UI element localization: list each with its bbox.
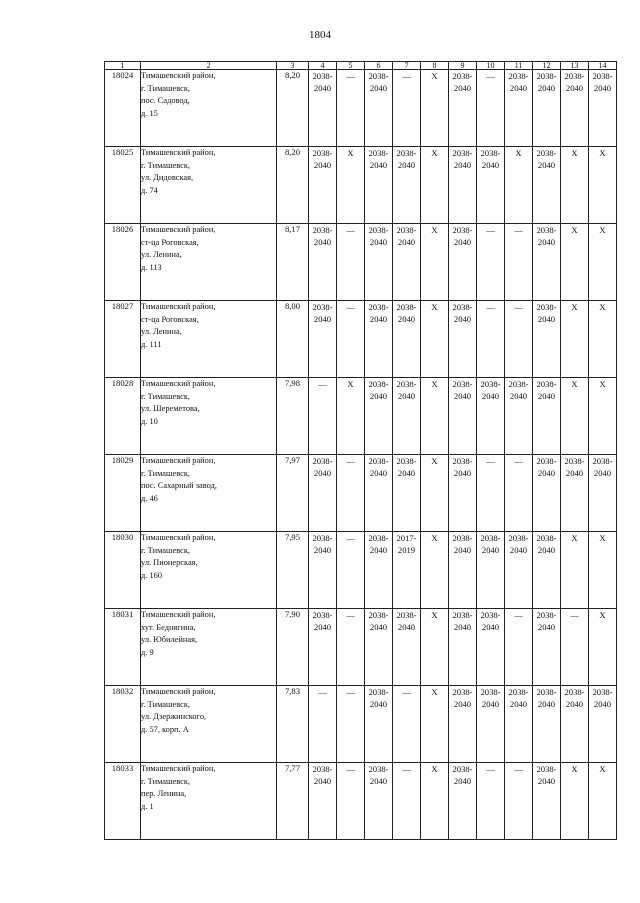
address-line: хут. Беднягина, — [141, 622, 196, 632]
work-period-cell: 2038-2040 — [393, 455, 421, 532]
address-line: пос. Садовод, — [141, 96, 190, 105]
work-period-cell: 2038-2040 — [365, 455, 393, 532]
address-line: д. 9 — [141, 647, 154, 657]
work-period-cell: — — [477, 763, 505, 840]
work-period-cell: X — [421, 455, 449, 532]
header-row — [105, 62, 617, 70]
work-period-cell: X — [589, 301, 617, 378]
address-line: ул. Дидовская, — [141, 173, 194, 182]
work-period-cell: — — [393, 763, 421, 840]
work-period-cell: 2038-2040 — [309, 763, 337, 840]
work-period-cell: 2038-2040 — [365, 301, 393, 378]
work-period-cell: 2038-2040 — [449, 609, 477, 686]
column-header: 8 — [421, 62, 449, 70]
work-period-cell: 2038-2040 — [505, 686, 533, 763]
work-period-cell: 2038-2040 — [561, 455, 589, 532]
work-period-cell: 2038-2040 — [589, 686, 617, 763]
column-header: 5 — [337, 62, 365, 70]
address-cell — [141, 686, 277, 763]
work-period-cell: — — [337, 455, 365, 532]
table-row — [105, 763, 617, 840]
work-period-cell: X — [421, 378, 449, 455]
work-period-cell: — — [309, 378, 337, 455]
table-row — [105, 609, 617, 686]
work-period-cell: X — [421, 147, 449, 224]
work-period-cell: 2038-2040 — [449, 455, 477, 532]
address-line: д. 74 — [141, 185, 158, 195]
work-period-cell: 2038-2040 — [533, 378, 561, 455]
address-line: пос. Сахарный завод, — [141, 481, 217, 490]
area-value: 7,97 — [277, 455, 309, 532]
work-period-cell: X — [421, 609, 449, 686]
work-period-cell: 2038-2040 — [449, 147, 477, 224]
work-period-cell: — — [477, 70, 505, 147]
address-cell — [141, 301, 277, 378]
address-line: Тимашевский район, — [141, 764, 216, 773]
work-period-cell: 2038-2040 — [449, 763, 477, 840]
table-row — [105, 301, 617, 378]
work-period-cell: X — [421, 763, 449, 840]
address-line: д. 57, корп. А — [141, 724, 189, 734]
work-period-cell: — — [561, 609, 589, 686]
work-period-cell: X — [561, 763, 589, 840]
address-line: Тимашевский район, — [141, 610, 216, 619]
record-number: 18024 — [105, 70, 141, 147]
address-line: г. Тимашевск, — [141, 545, 190, 555]
record-number: 18031 — [105, 609, 141, 686]
address-line: д. 113 — [141, 262, 162, 272]
address-line: Тимашевский район, — [141, 533, 216, 542]
work-period-cell: — — [477, 301, 505, 378]
page-number: 1804 — [309, 29, 331, 41]
address-line: ст-ца Роговская, — [141, 237, 199, 247]
column-header: 12 — [533, 62, 561, 70]
work-period-cell: 2038-2040 — [589, 455, 617, 532]
work-period-cell: 2038-2040 — [365, 147, 393, 224]
address-line: ст-ца Роговская, — [141, 314, 199, 324]
address-line: д. 1 — [141, 801, 154, 811]
work-period-cell: 2038-2040 — [505, 378, 533, 455]
work-period-cell: 2038-2040 — [365, 70, 393, 147]
table-row — [105, 378, 617, 455]
work-period-cell: — — [477, 224, 505, 301]
column-header: 11 — [505, 62, 533, 70]
table-row — [105, 224, 617, 301]
work-period-cell: 2038-2040 — [561, 686, 589, 763]
work-period-cell: 2038-2040 — [449, 378, 477, 455]
work-period-cell: 2038-2040 — [533, 686, 561, 763]
address-line: Тимашевский район, — [141, 687, 216, 696]
work-period-cell: X — [589, 609, 617, 686]
work-period-cell: 2038-2040 — [449, 532, 477, 609]
work-period-cell: — — [337, 686, 365, 763]
work-period-cell: 2038-2040 — [533, 70, 561, 147]
area-value: 8,20 — [277, 147, 309, 224]
column-header: 10 — [477, 62, 505, 70]
area-value: 8,20 — [277, 70, 309, 147]
work-period-cell: 2038-2040 — [533, 455, 561, 532]
column-header: 2 — [141, 62, 277, 70]
work-period-cell: — — [393, 70, 421, 147]
work-period-cell: 2038-2040 — [365, 609, 393, 686]
work-period-cell: — — [337, 70, 365, 147]
column-header: 7 — [393, 62, 421, 70]
work-period-cell: — — [505, 455, 533, 532]
work-period-cell: X — [421, 532, 449, 609]
work-period-cell: — — [505, 301, 533, 378]
work-period-cell: 2038-2040 — [477, 532, 505, 609]
work-period-cell: — — [337, 301, 365, 378]
address-line: Тимашевский район, — [141, 302, 216, 311]
column-header: 4 — [309, 62, 337, 70]
table-body — [105, 70, 617, 840]
address-cell — [141, 378, 277, 455]
work-period-cell: X — [589, 763, 617, 840]
work-period-cell: 2038-2040 — [449, 686, 477, 763]
column-header: 14 — [589, 62, 617, 70]
record-number: 18028 — [105, 378, 141, 455]
table-row — [105, 455, 617, 532]
address-line: пер. Ленина, — [141, 789, 187, 798]
registry-table — [104, 61, 617, 840]
address-line: г. Тимашевск, — [141, 776, 190, 786]
column-header: 1 — [105, 62, 141, 70]
work-period-cell: X — [561, 532, 589, 609]
work-period-cell: 2038-2040 — [477, 378, 505, 455]
work-period-cell: X — [589, 378, 617, 455]
work-period-cell: 2038-2040 — [309, 147, 337, 224]
area-value: 7,90 — [277, 609, 309, 686]
work-period-cell: X — [589, 224, 617, 301]
work-period-cell: 2038-2040 — [365, 686, 393, 763]
work-period-cell: 2038-2040 — [309, 532, 337, 609]
column-header: 13 — [561, 62, 589, 70]
work-period-cell: X — [589, 532, 617, 609]
work-period-cell: 2038-2040 — [561, 70, 589, 147]
record-number: 18029 — [105, 455, 141, 532]
address-line: г. Тимашевск, — [141, 468, 190, 478]
record-number: 18025 — [105, 147, 141, 224]
work-period-cell: — — [477, 455, 505, 532]
work-period-cell: 2038-2040 — [365, 224, 393, 301]
area-value: 8,00 — [277, 301, 309, 378]
work-period-cell: 2038-2040 — [449, 224, 477, 301]
table-row — [105, 147, 617, 224]
column-header: 6 — [365, 62, 393, 70]
area-value: 7,95 — [277, 532, 309, 609]
address-cell — [141, 147, 277, 224]
record-number: 18033 — [105, 763, 141, 840]
work-period-cell: 2038-2040 — [533, 224, 561, 301]
address-line: ул. Юбилейная, — [141, 635, 198, 644]
work-period-cell: 2038-2040 — [365, 763, 393, 840]
work-period-cell: X — [421, 224, 449, 301]
work-period-cell: X — [561, 224, 589, 301]
table-row — [105, 532, 617, 609]
work-period-cell: 2038-2040 — [533, 147, 561, 224]
work-period-cell: — — [337, 609, 365, 686]
work-period-cell: X — [337, 378, 365, 455]
work-period-cell: 2038-2040 — [533, 609, 561, 686]
work-period-cell: 2038-2040 — [533, 532, 561, 609]
work-period-cell: 2038-2040 — [309, 301, 337, 378]
address-line: Тимашевский район, — [141, 379, 216, 388]
work-period-cell: — — [337, 532, 365, 609]
work-period-cell: 2038-2040 — [309, 224, 337, 301]
address-line: ул. Шереметова, — [141, 404, 200, 413]
record-number: 18026 — [105, 224, 141, 301]
area-value: 7,83 — [277, 686, 309, 763]
address-line: д. 46 — [141, 493, 158, 503]
address-cell — [141, 455, 277, 532]
work-period-cell: 2038-2040 — [365, 532, 393, 609]
address-line: ул. Дзержинского, — [141, 712, 207, 721]
work-period-cell: — — [393, 686, 421, 763]
record-number: 18032 — [105, 686, 141, 763]
work-period-cell: 2038-2040 — [449, 301, 477, 378]
record-number: 18027 — [105, 301, 141, 378]
address-line: г. Тимашевск, — [141, 699, 190, 709]
work-period-cell: X — [337, 147, 365, 224]
area-value: 7,77 — [277, 763, 309, 840]
work-period-cell: — — [309, 686, 337, 763]
work-period-cell: 2017-2019 — [393, 532, 421, 609]
address-line: ул. Ленина, — [141, 327, 182, 336]
work-period-cell: 2038-2040 — [309, 609, 337, 686]
work-period-cell: 2038-2040 — [393, 378, 421, 455]
work-period-cell: 2038-2040 — [449, 70, 477, 147]
address-cell — [141, 70, 277, 147]
work-period-cell: 2038-2040 — [309, 455, 337, 532]
work-period-cell: 2038-2040 — [505, 532, 533, 609]
address-line: д. 10 — [141, 416, 158, 426]
work-period-cell: X — [421, 301, 449, 378]
record-number: 18030 — [105, 532, 141, 609]
address-line: Тимашевский район, — [141, 225, 216, 234]
work-period-cell: 2038-2040 — [505, 70, 533, 147]
address-line: Тимашевский район, — [141, 71, 216, 80]
address-line: ул. Пионерская, — [141, 558, 198, 567]
address-line: г. Тимашевск, — [141, 83, 190, 93]
column-header: 9 — [449, 62, 477, 70]
address-line: д. 111 — [141, 339, 162, 349]
work-period-cell: 2038-2040 — [477, 147, 505, 224]
address-cell — [141, 224, 277, 301]
address-cell — [141, 609, 277, 686]
address-line: Тимашевский район, — [141, 456, 216, 465]
work-period-cell: 2038-2040 — [589, 70, 617, 147]
work-period-cell: 2038-2040 — [393, 609, 421, 686]
address-line: Тимашевский район, — [141, 148, 216, 157]
work-period-cell: 2038-2040 — [393, 301, 421, 378]
work-period-cell: X — [421, 686, 449, 763]
address-cell — [141, 763, 277, 840]
address-cell — [141, 532, 277, 609]
address-line: д. 160 — [141, 570, 163, 580]
address-line: д. 15 — [141, 108, 158, 118]
table-header — [105, 62, 617, 70]
area-value: 8,17 — [277, 224, 309, 301]
work-period-cell: X — [561, 147, 589, 224]
work-period-cell: 2038-2040 — [477, 686, 505, 763]
work-period-cell: — — [337, 224, 365, 301]
work-period-cell: 2038-2040 — [533, 763, 561, 840]
work-period-cell: 2038-2040 — [309, 70, 337, 147]
work-period-cell: X — [561, 378, 589, 455]
column-header: 3 — [277, 62, 309, 70]
address-line: г. Тимашевск, — [141, 391, 190, 401]
work-period-cell: — — [505, 609, 533, 686]
work-period-cell: 2038-2040 — [393, 147, 421, 224]
work-period-cell: X — [505, 147, 533, 224]
address-line: ул. Ленина, — [141, 250, 182, 259]
work-period-cell: X — [589, 147, 617, 224]
work-period-cell: 2038-2040 — [393, 224, 421, 301]
work-period-cell: X — [421, 70, 449, 147]
work-period-cell: 2038-2040 — [477, 609, 505, 686]
work-period-cell: X — [561, 301, 589, 378]
work-period-cell: — — [337, 763, 365, 840]
work-period-cell: — — [505, 763, 533, 840]
work-period-cell: 2038-2040 — [533, 301, 561, 378]
address-line: г. Тимашевск, — [141, 160, 190, 170]
area-value: 7,98 — [277, 378, 309, 455]
work-period-cell: — — [505, 224, 533, 301]
work-period-cell: 2038-2040 — [365, 378, 393, 455]
table-row — [105, 686, 617, 763]
table-row — [105, 70, 617, 147]
